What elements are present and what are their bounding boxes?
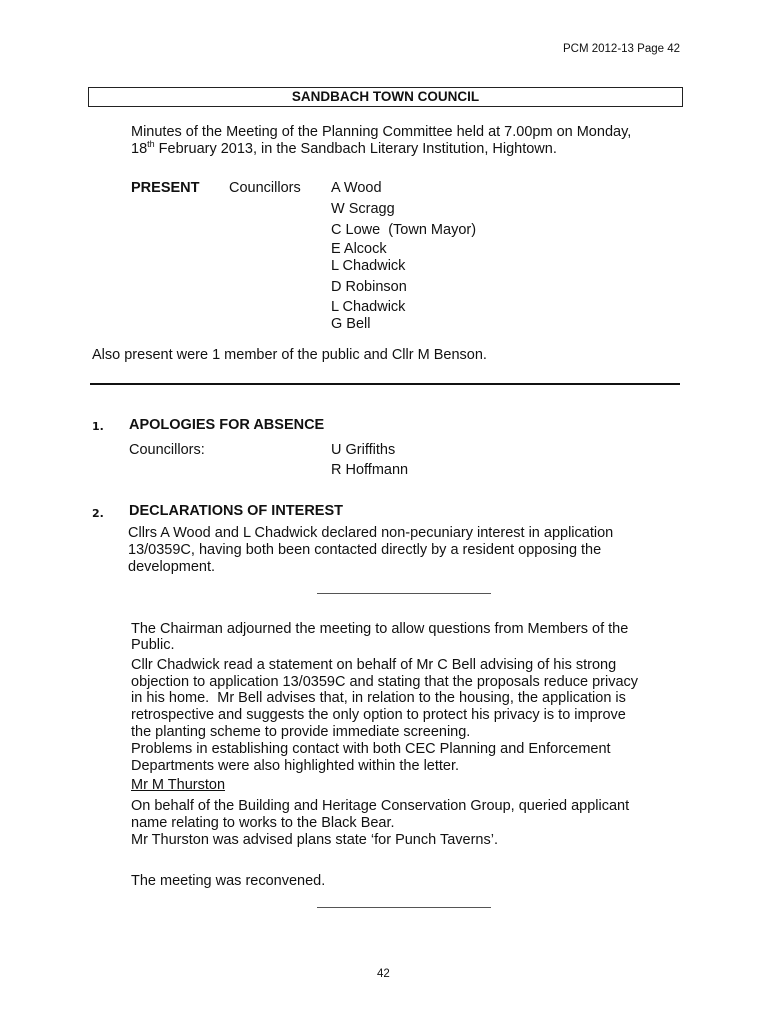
statement-line: Cllr Chadwick read a statement on behalf of Mr C Bell advising of his strong	[131, 657, 617, 673]
council-title: SANDBACH TOWN COUNCIL	[88, 87, 683, 107]
apologies-name: R Hoffmann	[331, 462, 409, 478]
statement-line: in his home. Mr Bell advises that, in relation to the housing, the application is	[131, 690, 626, 706]
present-role: Councillors	[229, 180, 301, 196]
speaker-name: Mr M Thurston	[131, 777, 226, 793]
statement-line: the planting scheme to provide immediate screening.	[131, 724, 471, 740]
declaration-line: Cllrs A Wood and L Chadwick declared non-pecuniary interest in application	[128, 525, 614, 541]
section-divider	[90, 383, 680, 385]
section-heading: APOLOGIES FOR ABSENCE	[129, 417, 325, 433]
present-name: D Robinson	[331, 279, 407, 295]
page-number: 42	[377, 968, 390, 980]
apologies-role: Councillors:	[129, 442, 205, 458]
present-name: L Chadwick	[331, 299, 406, 315]
speaker-line: On behalf of the Building and Heritage Conservation Group, queried applicant	[131, 798, 630, 814]
statement-line: Departments were also highlighted within the letter.	[131, 758, 460, 774]
present-name: C Lowe (Town Mayor)	[331, 222, 477, 238]
speaker-line: name relating to works to the Black Bear.	[131, 815, 395, 831]
section-number: 2.	[92, 507, 104, 520]
page-reference: PCM 2012-13 Page 42	[563, 43, 680, 55]
separator-line	[317, 593, 491, 594]
present-name: L Chadwick	[331, 258, 406, 274]
statement-line: Problems in establishing contact with both CEC Planning and Enforcement	[131, 741, 611, 757]
separator-line	[317, 907, 491, 908]
declaration-line: 13/0359C, having both been contacted directly by a resident opposing the	[128, 542, 602, 558]
intro-line-1: Minutes of the Meeting of the Planning Committee held at 7.00pm on Monday,	[131, 124, 632, 140]
present-name: W Scragg	[331, 201, 395, 217]
statement-line: retrospective and suggests the only option to protect his privacy is to improve	[131, 707, 626, 723]
present-name: G Bell	[331, 316, 371, 332]
apologies-name: U Griffiths	[331, 442, 396, 458]
intro-line-2: 18th February 2013, in the Sandbach Literary Institution, Hightown.	[131, 139, 557, 157]
speaker-line: Mr Thurston was advised plans state ‘for Punch Taverns’.	[131, 832, 498, 848]
present-name: E Alcock	[331, 241, 387, 257]
adjournment-line: Public.	[131, 637, 175, 653]
section-heading: DECLARATIONS OF INTEREST	[129, 503, 344, 519]
section-number: 1.	[92, 420, 104, 433]
adjournment-line: The Chairman adjourned the meeting to allow questions from Members of the	[131, 621, 629, 637]
declaration-line: development.	[128, 559, 216, 575]
statement-line: objection to application 13/0359C and stating that the proposals reduce privacy	[131, 674, 639, 690]
present-label: PRESENT	[131, 180, 200, 196]
present-name: A Wood	[331, 180, 382, 196]
also-present: Also present were 1 member of the public and Cllr M Benson.	[92, 347, 487, 363]
reconvened-text: The meeting was reconvened.	[131, 873, 326, 889]
